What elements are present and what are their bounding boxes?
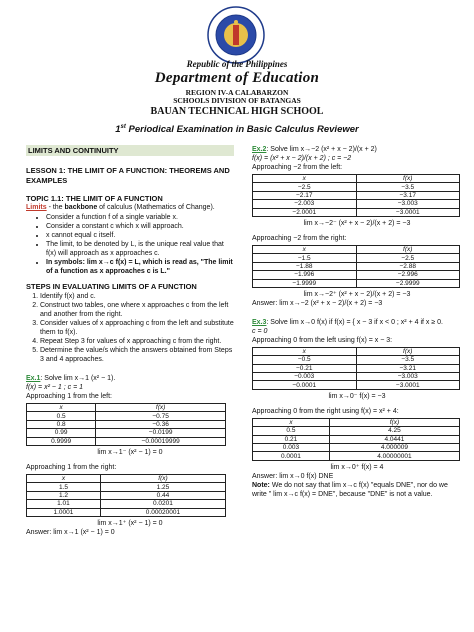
table-cell: −1.88 bbox=[253, 262, 357, 270]
table-cell: 0.0201 bbox=[100, 500, 225, 508]
list-item: 1. Identify f(x) and c. bbox=[40, 292, 234, 301]
example-1-setup: f(x) = x² − 1 ; c = 1 bbox=[26, 384, 83, 391]
table-cell: 4.0441 bbox=[329, 435, 459, 443]
table-cell: 0.9999 bbox=[27, 437, 96, 445]
table-row bbox=[253, 200, 460, 208]
example-2-right-table bbox=[252, 245, 460, 288]
table-cell: −0.5 bbox=[253, 356, 357, 364]
example-3-right-table bbox=[252, 418, 460, 461]
table-row bbox=[253, 271, 460, 279]
table-cell: 0.00020001 bbox=[100, 508, 225, 516]
table-cell: −3.0001 bbox=[356, 381, 460, 389]
example-2-text: : Solve lim x→−2 (x² + x − 2)/(x + 2) bbox=[266, 146, 377, 153]
table-header: f(x) bbox=[96, 404, 226, 412]
example-2 bbox=[252, 145, 462, 154]
table-row bbox=[253, 435, 460, 443]
table-cell: −2.996 bbox=[356, 271, 460, 279]
header-division: SCHOOLS DIVISION OF BATANGAS bbox=[173, 96, 301, 105]
list-item: • In symbols: lim x→c f(x) = L, which is read as, "The limit of a function as x approaches c is L." bbox=[46, 258, 234, 276]
list-item: • Consider a function f of a single variable x. bbox=[46, 213, 234, 222]
example-1-left-table bbox=[26, 403, 226, 446]
table-cell: 4.25 bbox=[329, 427, 459, 435]
table-row bbox=[27, 508, 226, 516]
example-1-answer: Answer: lim x→1 (x² − 1) = 0 bbox=[26, 528, 115, 536]
list-item: • x cannot equal c itself. bbox=[46, 231, 234, 240]
section-band: LIMITS AND CONTINUITY bbox=[26, 145, 234, 156]
table-cell: −2.9999 bbox=[356, 279, 460, 287]
list-item: • Consider a constant c which x will approach. bbox=[46, 222, 234, 231]
example-2-answer: Answer: lim x→−2 (x² + x − 2)/(x + 2) = −3 bbox=[252, 299, 383, 307]
example-2-right-title: Approaching −2 from the right: bbox=[252, 234, 347, 242]
table-cell: 0.003 bbox=[253, 444, 330, 452]
table-row bbox=[253, 208, 460, 216]
header-department: Department of Education bbox=[154, 70, 320, 86]
table-row bbox=[253, 279, 460, 287]
exam-title bbox=[0, 124, 474, 135]
exam-title-text: Periodical Examination in Basic Calculus Reviewer bbox=[125, 124, 359, 136]
example-2-left-result: lim x→−2⁻ (x² + x − 2)/(x + 2) = −3 bbox=[303, 219, 411, 227]
table-cell: −2.88 bbox=[356, 262, 460, 270]
table-header: x bbox=[27, 404, 96, 412]
table-cell: 0.44 bbox=[100, 491, 225, 499]
right-column bbox=[252, 145, 462, 499]
table-cell: 1.2 bbox=[27, 491, 101, 499]
table-cell: −1.996 bbox=[253, 271, 357, 279]
left-column bbox=[26, 145, 234, 537]
example-1-left-title: Approaching 1 from the left: bbox=[26, 393, 112, 400]
table-header: x bbox=[253, 347, 357, 355]
table-row bbox=[27, 491, 226, 499]
list-item: 5. Determine the value/s which the answers obtained from Steps 3 and 4 approaches. bbox=[40, 346, 234, 364]
table-cell: −3.5 bbox=[356, 356, 460, 364]
table-row bbox=[253, 444, 460, 452]
example-3-answer: Answer: lim x→0 f(x) DNE bbox=[252, 472, 334, 480]
table-header: f(x) bbox=[356, 347, 460, 355]
example-2-setup: f(x) = (x² + x − 2)/(x + 2) ; c = −2 bbox=[252, 155, 352, 162]
table-cell: 0.5 bbox=[253, 427, 330, 435]
list-item: 3. Consider values of x approaching c from the left and substitute them to f(x). bbox=[40, 319, 234, 337]
example-1 bbox=[26, 374, 234, 383]
table-header: x bbox=[253, 175, 357, 183]
table-cell: −0.003 bbox=[253, 373, 357, 381]
table-cell: 0.5 bbox=[27, 412, 96, 420]
table-cell: −1.9999 bbox=[253, 279, 357, 287]
table-cell: −3.21 bbox=[356, 364, 460, 372]
header-region: REGION IV-A CALABARZON bbox=[185, 88, 289, 97]
example-1-right-table bbox=[26, 474, 226, 517]
table-cell: 1.0001 bbox=[27, 508, 101, 516]
exam-ordinal: 1 bbox=[115, 124, 121, 136]
table-cell: −0.75 bbox=[96, 412, 226, 420]
exam-sup: st bbox=[120, 124, 126, 130]
table-cell: −3.17 bbox=[356, 191, 460, 199]
table-row bbox=[27, 429, 226, 437]
table-cell: 0.0001 bbox=[253, 452, 330, 460]
list-item: • The limit, to be denoted by L, is the unique real value that f(x) will approach as x approaches c. bbox=[46, 240, 234, 258]
example-1-text: : Solve lim x→1 (x² − 1). bbox=[40, 375, 116, 382]
example-1-right-title: Approaching 1 from the right: bbox=[26, 463, 117, 471]
table-cell: −0.0001 bbox=[253, 381, 357, 389]
limits-def-pre: - the bbox=[46, 204, 65, 211]
header-school: BAUAN TECHNICAL HIGH SCHOOL bbox=[150, 106, 324, 117]
table-cell: −2.003 bbox=[253, 200, 357, 208]
table-row bbox=[253, 254, 460, 262]
table-row bbox=[27, 420, 226, 428]
table-header: x bbox=[253, 245, 357, 253]
table-cell: 1.01 bbox=[27, 500, 101, 508]
table-row bbox=[253, 381, 460, 389]
table-cell: −3.003 bbox=[356, 200, 460, 208]
table-row bbox=[253, 427, 460, 435]
table-cell: −0.36 bbox=[96, 420, 226, 428]
table-cell: −3.0001 bbox=[356, 208, 460, 216]
table-cell: −3.003 bbox=[356, 373, 460, 381]
example-3-right-title: Approaching 0 from the right using f(x) = x² + 4: bbox=[252, 407, 399, 415]
example-2-label: Ex.2 bbox=[252, 146, 267, 153]
note-label: Note: bbox=[252, 481, 270, 489]
table-cell: −0.0199 bbox=[96, 429, 226, 437]
table-row bbox=[253, 183, 460, 191]
example-3-setup: c = 0 bbox=[252, 327, 268, 335]
example-3-left-table bbox=[252, 347, 460, 390]
table-header: f(x) bbox=[356, 175, 460, 183]
example-1-left-result: lim x→1⁻ (x² − 1) = 0 bbox=[97, 448, 163, 456]
table-cell: 0.8 bbox=[27, 420, 96, 428]
header-republic: Republic of the Philippines bbox=[186, 59, 288, 69]
example-3-right-result: lim x→0⁺ f(x) = 4 bbox=[330, 463, 384, 471]
table-cell: 4.000009 bbox=[329, 444, 459, 452]
example-2-right-result: lim x→−2⁺ (x² + x − 2)/(x + 2) = −3 bbox=[303, 290, 411, 298]
limit-bullets bbox=[26, 213, 234, 276]
table-row bbox=[253, 452, 460, 460]
table-row bbox=[27, 412, 226, 420]
table-header: x bbox=[27, 474, 101, 482]
table-header: f(x) bbox=[100, 474, 225, 482]
limits-word: Limits bbox=[26, 204, 47, 211]
table-header: f(x) bbox=[356, 245, 460, 253]
table-row bbox=[27, 437, 226, 445]
deped-seal-icon bbox=[207, 6, 265, 64]
list-item: 2. Construct two tables, one where x approaches c from the left and another from the right. bbox=[40, 301, 234, 319]
example-3 bbox=[252, 318, 462, 327]
lesson-heading: LESSON 1: THE LIMIT OF A FUNCTION: THEOREMS AND EXAMPLES bbox=[26, 166, 230, 185]
limits-definition bbox=[26, 203, 234, 212]
table-row bbox=[27, 483, 226, 491]
example-3-left-result: lim x→0⁻ f(x) = −3 bbox=[328, 392, 386, 400]
table-row bbox=[253, 364, 460, 372]
table-cell: −1.5 bbox=[253, 254, 357, 262]
table-cell: −0.00019999 bbox=[96, 437, 226, 445]
table-cell: 4.00000001 bbox=[329, 452, 459, 460]
example-2-left-table bbox=[252, 174, 460, 217]
table-cell: 1.25 bbox=[100, 483, 225, 491]
table-header: x bbox=[253, 418, 330, 426]
table-cell: −2.0001 bbox=[253, 208, 357, 216]
table-cell: 1.5 bbox=[27, 483, 101, 491]
limits-def-bold: backbone bbox=[64, 204, 98, 211]
table-cell: 0.21 bbox=[253, 435, 330, 443]
table-header: f(x) bbox=[329, 418, 459, 426]
example-1-right-result: lim x→1⁺ (x² − 1) = 0 bbox=[97, 519, 163, 527]
table-cell: −2.5 bbox=[356, 254, 460, 262]
table-cell: −2.17 bbox=[253, 191, 357, 199]
table-row bbox=[253, 262, 460, 270]
example-1-label: Ex.1 bbox=[26, 375, 41, 382]
note bbox=[252, 481, 462, 499]
example-3-text: : Solve lim x→0 f(x) if f(x) = { x − 3 if x < 0 ; x² + 4 if x ≥ 0. bbox=[266, 318, 443, 326]
table-cell: −0.21 bbox=[253, 364, 357, 372]
table-row bbox=[253, 356, 460, 364]
limits-def-post: of calculus (Mathematics of Change). bbox=[97, 204, 215, 211]
table-row bbox=[253, 191, 460, 199]
list-item: 4. Repeat Step 3 for values of x approaching c from the right. bbox=[40, 337, 234, 346]
table-cell: −3.5 bbox=[356, 183, 460, 191]
steps-list bbox=[26, 292, 234, 364]
note-text: We do not say that lim x→c f(x) "equals DNE", nor do we write " lim x→c f(x) = DNE", because "DNE" is not a value. bbox=[252, 481, 448, 498]
example-3-left-title: Approaching 0 from the left using f(x) = x − 3: bbox=[252, 336, 393, 344]
table-cell: −2.5 bbox=[253, 183, 357, 191]
table-row bbox=[27, 500, 226, 508]
table-row bbox=[253, 373, 460, 381]
example-3-label: Ex.3 bbox=[252, 318, 267, 326]
topic-heading: TOPIC 1.1: THE LIMIT OF A FUNCTION bbox=[26, 194, 163, 203]
steps-heading: STEPS IN EVALUATING LIMITS OF A FUNCTION bbox=[26, 282, 197, 291]
table-cell: 0.99 bbox=[27, 429, 96, 437]
example-2-left-title: Approaching −2 from the left: bbox=[252, 164, 343, 171]
